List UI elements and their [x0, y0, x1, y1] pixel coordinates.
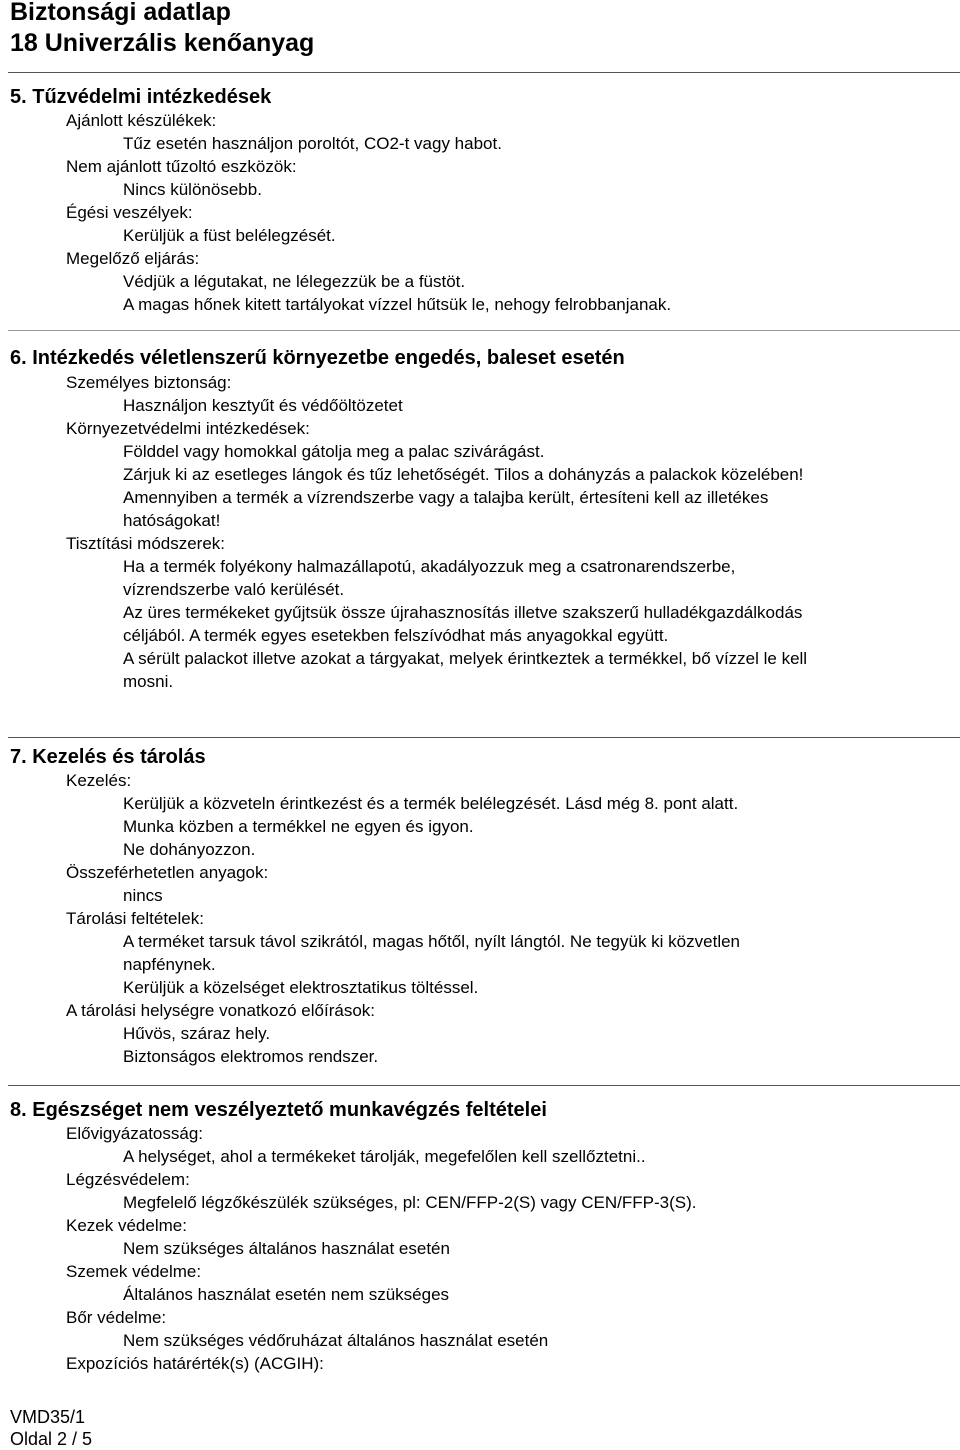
header-divider	[8, 72, 960, 73]
section-divider	[8, 737, 960, 738]
field-value: nincs	[123, 886, 163, 905]
field-value: Zárjuk ki az esetleges lángok és tűz lehetőségét. Tilos a dohányzás a palackok közelében!	[123, 465, 804, 484]
field-label: Égési veszélyek:	[66, 203, 193, 222]
field-label: Ajánlott készülékek:	[66, 111, 217, 130]
document-code: VMD35/1	[10, 1407, 86, 1427]
field-value: A sérült palackot illetve azokat a tárgyakat, melyek érintkeztek a termékkel, bő vízzel le kell	[123, 649, 808, 668]
field-value: A magas hőnek kitett tartályokat vízzel hűtsük le, nehogy felrobbanjanak.	[123, 295, 672, 314]
section-heading: 6. Intézkedés véletlenszerű környezetbe engedés, baleset esetén	[10, 347, 625, 369]
field-value: Ha a termék folyékony halmazállapotú, akadályozzuk meg a csatronarendszerbe,	[123, 557, 736, 576]
field-value: Nem szükséges védőruházat általános használat esetén	[123, 1331, 549, 1350]
section-divider	[8, 1085, 960, 1086]
product-name: 18 Univerzális kenőanyag	[10, 29, 315, 57]
field-label: Összeférhetetlen anyagok:	[66, 863, 269, 882]
field-value: Védjük a légutakat, ne lélegezzük be a füstöt.	[123, 272, 466, 291]
field-label: Tisztítási módszerek:	[66, 534, 226, 553]
field-value: Kerüljük a közelséget elektrosztatikus töltéssel.	[123, 978, 479, 997]
field-value: céljából. A termék egyes esetekben felszívódhat más anyagokkal együtt.	[123, 626, 669, 645]
field-label: Kezek védelme:	[66, 1216, 187, 1235]
field-value: Kerüljük a közveteln érintkezést és a termék belélegzését. Lásd még 8. pont alatt.	[123, 794, 739, 813]
field-value: Biztonságos elektromos rendszer.	[123, 1047, 379, 1066]
field-label: Szemek védelme:	[66, 1262, 202, 1281]
field-value: Tűz esetén használjon poroltót, CO2-t vagy habot.	[123, 134, 502, 153]
field-value: Általános használat esetén nem szükséges	[123, 1285, 450, 1304]
field-value: A terméket tarsuk távol szikrától, magas hőtől, nyílt lángtól. Ne tegyük ki közvetlen	[123, 932, 741, 951]
field-value: Kerüljük a füst belélegzését.	[123, 226, 336, 245]
field-label: A tárolási helységre vonatkozó előírások:	[66, 1001, 376, 1020]
field-label: Légzésvédelem:	[66, 1170, 190, 1189]
field-value: Nem szükséges általános használat esetén	[123, 1239, 450, 1258]
field-label: Személyes biztonság:	[66, 373, 232, 392]
section-heading: 5. Tűzvédelmi intézkedések	[10, 86, 272, 108]
field-value: Nincs különösebb.	[123, 180, 262, 199]
field-value: Megfelelő légzőkészülék szükséges, pl: CEN/FFP-2(S) vagy CEN/FFP-3(S).	[123, 1193, 697, 1212]
field-label: Nem ajánlott tűzoltó eszközök:	[66, 157, 297, 176]
field-label: Kezelés:	[66, 771, 132, 790]
section-divider	[8, 330, 960, 331]
section-heading: 7. Kezelés és tárolás	[10, 746, 206, 768]
field-value: Ne dohányozzon.	[123, 840, 256, 859]
field-value: mosni.	[123, 672, 174, 691]
field-value: A helységet, ahol a termékeket tárolják, megefelőlen kell szellőztetni..	[123, 1147, 646, 1166]
field-value: napfénynek.	[123, 955, 216, 974]
section-heading: 8. Egészséget nem veszélyeztető munkavégzés feltételei	[10, 1099, 547, 1121]
page-number: Oldal 2 / 5	[10, 1429, 93, 1449]
field-value: Használjon kesztyűt és védőöltözetet	[123, 396, 403, 415]
field-value: Hűvös, száraz hely.	[123, 1024, 271, 1043]
document-title: Biztonsági adatlap	[10, 0, 231, 26]
field-value: Munka közben a termékkel ne egyen és igyon.	[123, 817, 474, 836]
field-value: hatóságokat!	[123, 511, 221, 530]
field-label: Bőr védelme:	[66, 1308, 167, 1327]
field-value: Amennyiben a termék a vízrendszerbe vagy a talajba került, értesíteni kell az illetékes	[123, 488, 769, 507]
field-value: Földdel vagy homokkal gátolja meg a palac szivárágást.	[123, 442, 545, 461]
field-label: Expozíciós határérték(s) (ACGIH):	[66, 1354, 324, 1373]
field-label: Megelőző eljárás:	[66, 249, 200, 268]
field-value: vízrendszerbe való kerülését.	[123, 580, 345, 599]
field-label: Elővigyázatosság:	[66, 1124, 204, 1143]
field-value: Az üres termékeket gyűjtsük össze újrahasznosítás illetve szakszerű hulladékgazdálkodás	[123, 603, 803, 622]
field-label: Környezetvédelmi intézkedések:	[66, 419, 310, 438]
field-label: Tárolási feltételek:	[66, 909, 204, 928]
